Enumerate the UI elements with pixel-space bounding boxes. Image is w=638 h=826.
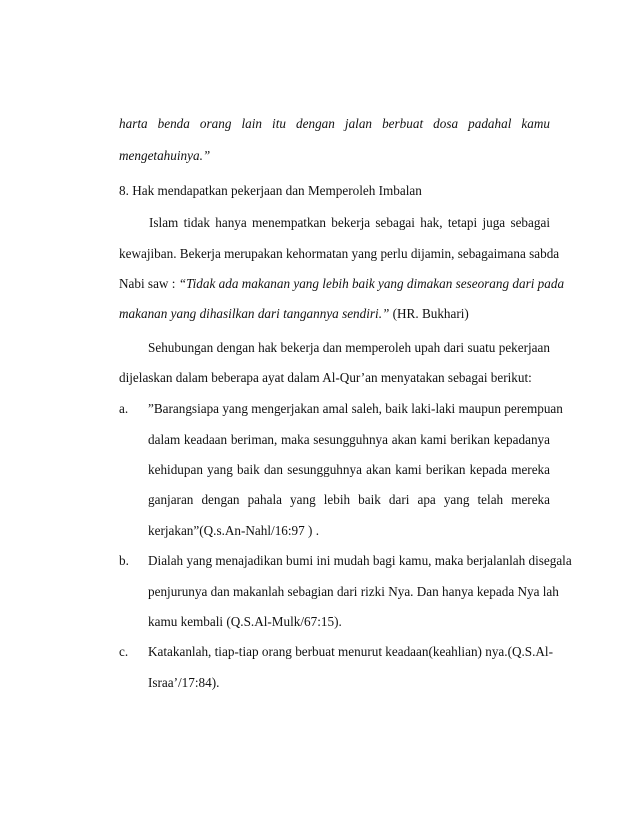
list-marker: b. (119, 553, 129, 568)
continuation-line: mengetahuinya.” (119, 148, 211, 163)
paragraph-line: dijelaskan dalam beberapa ayat dalam Al-Qur’an menyatakan sebagai berikut: (119, 370, 532, 385)
list-marker: c. (119, 644, 129, 659)
list-item-line: kamu kembali (Q.S.Al-Mulk/67:15). (148, 614, 342, 629)
list-item-line: Dialah yang menajadikan bumi ini mudah bagi kamu, maka berjalanlah disegala (148, 553, 572, 568)
list-marker: a. (119, 401, 129, 416)
paragraph-line (119, 276, 565, 292)
paragraph-line: Islam tidak hanya menempatkan bekerja sebagai hak, tetapi juga sebagai (149, 215, 550, 230)
list-item-line: kerjakan”(Q.s.An-Nahl/16:97 ) . (148, 523, 320, 538)
list-item-line: ganjaran dengan pahala yang lebih baik dari apa yang telah mereka (148, 492, 550, 507)
hadith-quote: makanan yang dihasilkan dari tangannya sendiri.” (119, 306, 390, 321)
hadith-source: (HR. Bukhari) (389, 306, 469, 321)
continuation-line: harta benda orang lain itu dengan jalan berbuat dosa padahal kamu (119, 116, 550, 131)
paragraph-line: kewajiban. Bekerja merupakan kehormatan yang perlu dijamin, sebagaimana sabda (119, 246, 560, 261)
list-item-line: penjurunya dan makanlah sebagian dari rizki Nya. Dan hanya kepada Nya lah (148, 584, 559, 599)
list-item-line: kehidupan yang baik dan sesungguhnya akan kami berikan kepada mereka (148, 462, 550, 477)
hadith-quote: “Tidak ada makanan yang lebih baik yang dimakan seseorang dari pada (178, 276, 565, 291)
list-item-line: Katakanlah, tiap-tiap orang berbuat menurut keadaan(keahlian) nya.(Q.S.Al- (148, 644, 553, 659)
text-prefix: Nabi saw : (119, 276, 179, 291)
paragraph-line (119, 306, 550, 322)
list-item-line: ”Barangsiapa yang mengerjakan amal saleh, baik laki-laki maupun perempuan (148, 401, 563, 416)
list-item-line: dalam keadaan beriman, maka sesungguhnya akan kami berikan kepadanya (148, 432, 550, 447)
section-heading: 8. Hak mendapatkan pekerjaan dan Memperoleh Imbalan (119, 183, 422, 198)
list-item-line: Israa’/17:84). (148, 675, 220, 690)
paragraph-line: Sehubungan dengan hak bekerja dan memperoleh upah dari suatu pekerjaan (148, 340, 550, 355)
